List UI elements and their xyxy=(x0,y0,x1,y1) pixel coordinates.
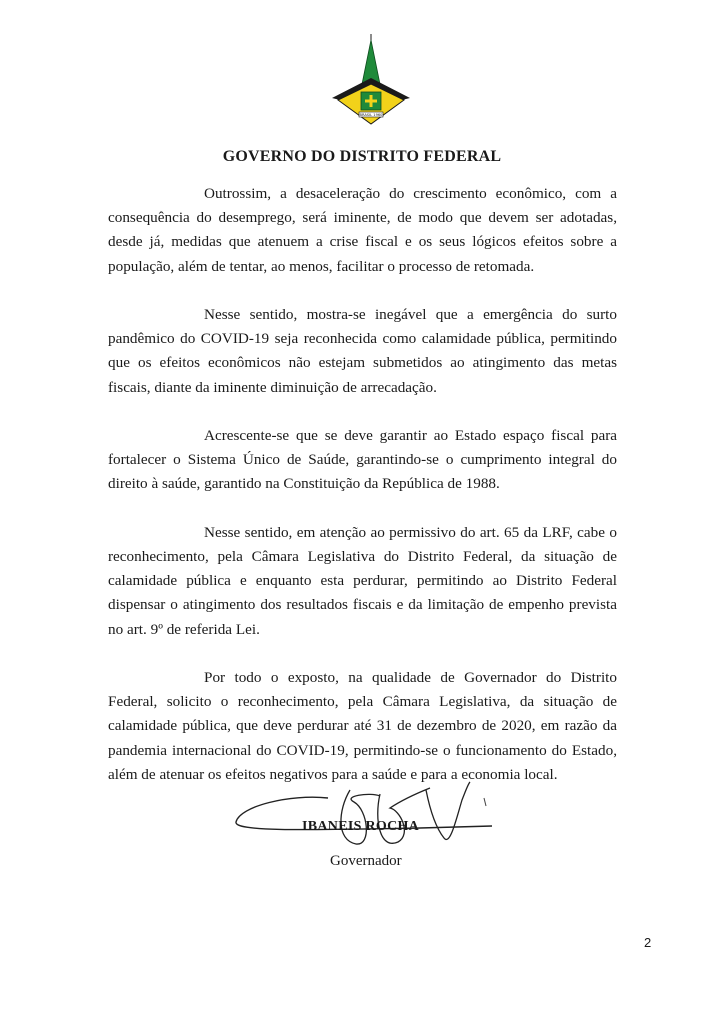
paragraph: Outrossim, a desaceleração do crescimento econômico, com a consequência do desemprego, será iminente, de modo que devem ser adotadas, desde já, medidas que atenuem a crise fiscal e os seus lógicos efeitos sobre a população, além de tentar, ao menos, facilitar o processo de retomada. xyxy=(108,185,617,275)
page-title: GOVERNO DO DISTRITO FEDERAL xyxy=(222,148,502,165)
paragraph: Nesse sentido, mostra-se inegável que a emergência do surto pandêmico do COVID-19 seja reconhecida como calamidade pública, permitindo que os efeitos econômicos não estejam submetidos ao atingimento das metas fiscais, diante da iminente diminuição de arrecadação. xyxy=(108,306,617,396)
distrito-federal-emblem-icon xyxy=(330,34,412,130)
emblem-band-text: BRASIL 1960 xyxy=(359,113,383,118)
signer-name: IBANEIS ROCHA xyxy=(302,819,420,834)
paragraph: Acrescente-se que se deve garantir ao Estado espaço fiscal para fortalecer o Sistema Único de Saúde, garantindo-se o cumprimento integral do direito à saúde, garantido na Constituição da República de 1988. xyxy=(108,427,617,493)
paragraph: Por todo o exposto, na qualidade de Governador do Distrito Federal, solicito o reconhecimento, pela Câmara Legislativa, da situação de calamidade pública, que deve perdurar até 31 de dezembro de 2020, em razão da pandemia internacional do COVID-19, permitindo-se o funcionamento do Estado, além de atenuar os efeitos negativos para a saúde e para a economia local. xyxy=(108,669,617,783)
paragraph: Nesse sentido, em atenção ao permissivo do art. 65 da LRF, cabe o reconhecimento, pela Câmara Legislativa do Distrito Federal, da situação de calamidade pública e enquanto esta perdurar, permitindo ao Distrito Federal dispensar o atingimento dos resultados fiscais e da limitação de empenho prevista no art. 9º de referida Lei. xyxy=(108,523,617,638)
document-body xyxy=(108,182,617,811)
signature-block xyxy=(230,780,510,890)
page-number: 2 xyxy=(644,935,652,950)
signer-title: Governador xyxy=(330,853,402,869)
